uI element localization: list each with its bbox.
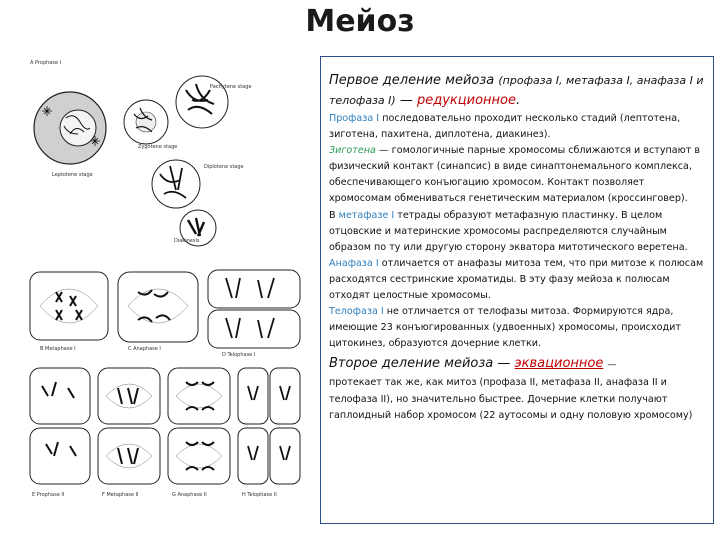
prophase-i-body: последовательно проходит несколько стадий (лептотена, зиготена, пахитена, диплотена, диакинез). bbox=[329, 113, 681, 141]
telophase-i-cell bbox=[208, 270, 300, 348]
second-division-dash: — bbox=[497, 356, 511, 372]
anaphase-i-cell bbox=[118, 272, 198, 342]
label-zygotene: Zygotene stage bbox=[138, 144, 178, 150]
first-division-phases: (профаза I, метафаза I, анафаза I и телофаза I) bbox=[329, 74, 704, 107]
term-prophase-i: Профаза I bbox=[329, 113, 380, 124]
paragraph-metaphase-i bbox=[329, 208, 707, 256]
second-division-tail: — bbox=[607, 360, 617, 371]
paragraph-zygotene bbox=[329, 143, 707, 207]
first-division-end: . bbox=[516, 93, 521, 108]
paragraph-anaphase-i bbox=[329, 256, 707, 304]
page-title: Мейоз bbox=[305, 4, 415, 39]
second-division-lead: Второе деление мейоза bbox=[329, 356, 494, 372]
first-division-type: редукционное bbox=[417, 93, 516, 108]
anaphase-ii-cells bbox=[168, 368, 230, 484]
label-prophase-i: A Prophase I bbox=[30, 60, 62, 66]
metaphase-i-cell bbox=[30, 272, 108, 340]
label-diplotene: Diplotene stage bbox=[204, 164, 244, 170]
heading-second-division bbox=[329, 354, 707, 375]
label-metaphase-i: B Metaphase I bbox=[40, 346, 76, 352]
zygotene-body: — гомологичные парные хромосомы сближаются и вступают в физический контакт (синапсис) в виде синаптонемального комплекса, обеспечивающего конъюгацию хромосом. Контакт позволяет хромосомам обмениваться генетическим материалом (кроссинговер). bbox=[329, 145, 701, 205]
label-prophase-ii: E Prophase II bbox=[32, 492, 65, 498]
telophase-ii-cells bbox=[238, 368, 300, 484]
paragraph-telophase-i bbox=[329, 304, 707, 352]
meiosis-diagram bbox=[26, 56, 308, 508]
metaphase-i-body: тетрады образуют метафазную пластинку. В целом отцовские и материнские хромосомы распределяются случайным образом по ту или другую сторону экватора митотического веретена. bbox=[329, 209, 688, 253]
label-telophase-ii: H Telophase II bbox=[242, 492, 277, 498]
anaphase-i-body: отличается от анафазы митоза тем, что при митозе к полюсам расходятся сестринские хроматиды. В эту фазу мейоза к полюсам отходят целостные хромосомы. bbox=[329, 257, 704, 302]
metaphase-ii-cells bbox=[98, 368, 160, 484]
label-telophase-i: D Telophase I bbox=[222, 352, 256, 358]
label-anaphase-ii: G Anaphase II bbox=[172, 492, 207, 498]
label-leptotene: Leptotene stage bbox=[52, 172, 93, 178]
diplotene-cell bbox=[152, 160, 200, 208]
term-telophase-i: Телофаза I bbox=[329, 306, 384, 318]
term-anaphase-i: Анафаза I bbox=[329, 257, 379, 269]
heading-first-division bbox=[329, 71, 707, 111]
label-diakinesis: Diakinesis bbox=[174, 238, 200, 244]
zygotene-cell bbox=[124, 100, 168, 144]
meiosis-illustration bbox=[26, 56, 308, 508]
first-division-dash: — bbox=[399, 93, 413, 108]
leptotene-cell bbox=[34, 92, 106, 164]
label-metaphase-ii: F Metaphase II bbox=[102, 492, 139, 498]
paragraph-second-division bbox=[329, 375, 707, 423]
label-pachytene: Pachytene stage bbox=[210, 84, 252, 90]
second-division-type: эквационное bbox=[514, 356, 604, 372]
label-anaphase-i: C Anaphase I bbox=[128, 346, 161, 352]
term-metaphase-i: метафазе I bbox=[338, 209, 395, 221]
paragraph-prophase-i bbox=[329, 111, 707, 143]
text-panel bbox=[320, 56, 714, 524]
first-division-lead: Первое деление мейоза bbox=[329, 73, 495, 88]
telophase-i-body: не отличается от телофазы митоза. Формируются ядра, имеющие 23 конъюгированных (удвоенных) хромосомы, происходит цитокинез, образуются дочерние клетки. bbox=[329, 306, 681, 350]
prophase-ii-cells bbox=[30, 368, 90, 484]
term-zygotene: Зиготена bbox=[329, 145, 376, 157]
second-division-body: протекает так же, как митоз (профаза II, метафаза II, анафаза II и телофаза II), но значительно быстрее. Дочерние клетки получают гаплоидный набор хромосом (22 аутосомы и одну половую хромосому) bbox=[329, 377, 693, 421]
metaphase-pre: В bbox=[329, 209, 336, 221]
